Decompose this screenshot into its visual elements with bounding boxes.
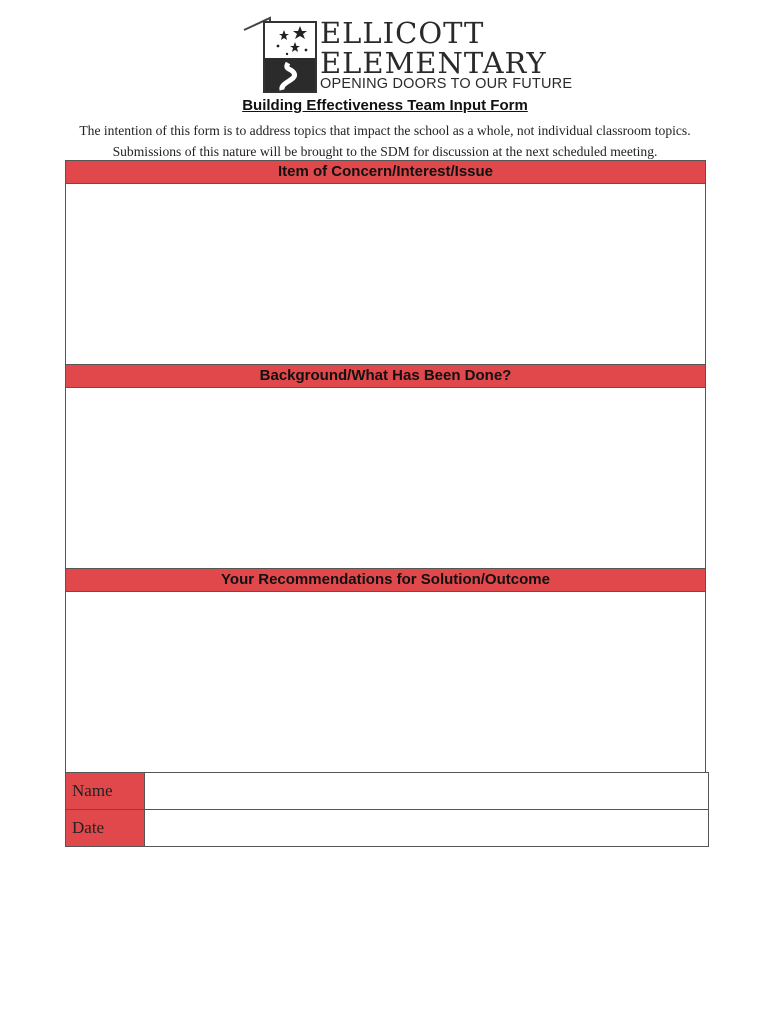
logo-tagline: OPENING DOORS TO OUR FUTURE xyxy=(320,76,573,92)
school-logo xyxy=(240,16,573,94)
concern-input-area[interactable] xyxy=(65,184,706,364)
concern-section-header: Item of Concern/Interest/Issue xyxy=(65,160,706,184)
date-field[interactable] xyxy=(144,809,709,847)
form-intro-text: The intention of this form is to address topics that impact the school as a whole, not individual classroom topics. Submissions of this nature will be brought to the SDM for discussion at the next scheduled meeting. xyxy=(79,123,691,159)
form-title: Building Effectiveness Team Input Form xyxy=(242,97,528,114)
logo-wordmark-line1: ELLICOTT xyxy=(320,16,485,50)
recommendations-input-area[interactable] xyxy=(65,592,706,772)
logo-wordmark-line2: ELEMENTARY xyxy=(320,46,547,80)
name-label: Name xyxy=(65,772,145,810)
background-input-area[interactable] xyxy=(65,388,706,568)
background-section-header: Background/What Has Been Done? xyxy=(65,364,706,388)
date-label: Date xyxy=(65,809,145,847)
school-emblem-icon xyxy=(240,16,320,94)
name-field[interactable] xyxy=(144,772,709,810)
signature-table xyxy=(65,772,709,848)
recommendations-section-header: Your Recommendations for Solution/Outcome xyxy=(65,568,706,592)
